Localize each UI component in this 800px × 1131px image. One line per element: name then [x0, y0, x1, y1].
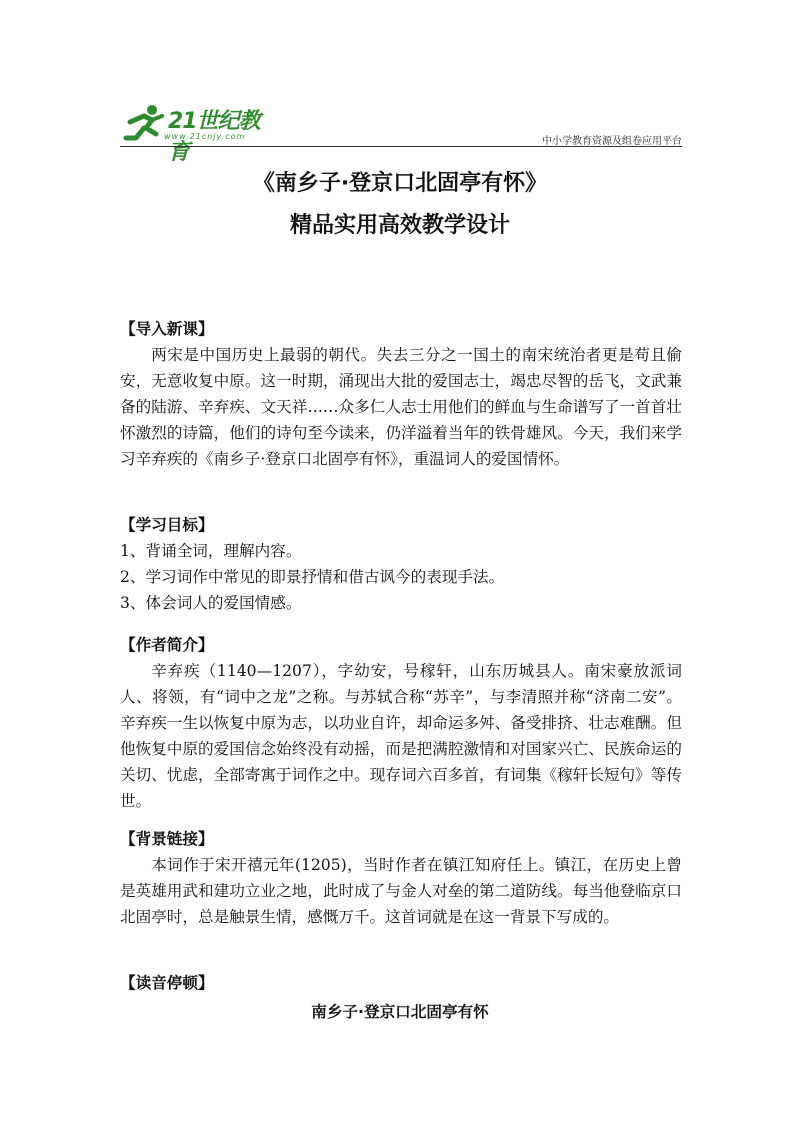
section-author: [120, 632, 682, 814]
platform-caption: 中小学教育资源及组卷应用平台: [542, 136, 682, 147]
section-background: [120, 826, 682, 930]
reading-heading: 【读音停顿】: [120, 974, 214, 992]
header-divider: [120, 146, 682, 147]
page-header: [120, 102, 682, 165]
logo-brand-text: 21世纪教育: [168, 109, 260, 165]
section-intro: [120, 316, 682, 472]
runner-logo-icon: [122, 104, 166, 144]
logo-url-text: www.21cnjy.com: [164, 132, 246, 141]
author-heading: 【作者简介】: [120, 636, 214, 654]
document-title: 《南乡子·登京口北固亭有怀》: [252, 171, 548, 196]
intro-heading: 【导入新课】: [120, 320, 214, 338]
goal-item: 3、体会词人的爱国情感。: [120, 594, 302, 612]
section-reading: [120, 970, 682, 996]
poem-title: 南乡子·登京口北固亭有怀: [311, 1003, 489, 1021]
intro-paragraph: 两宋是中国历史上最弱的朝代。失去三分之一国土的南宋统治者更是苟且偷安，无意收复中原。这一时期，涌现出大批的爱国志士，竭忠尽智的岳飞，文武兼备的陆游、辛弃疾、文天祥……众多仁人志士用他们的鲜血与生命谱写了一首首壮怀激烈的诗篇，他们的诗句至今读来，仍洋溢着当年的铁骨雄风。今天，我们来学习辛弃疾的《南乡子·登京口北固亭有怀》，重温词人的爱国情怀。: [120, 346, 682, 468]
author-paragraph: 辛弃疾（1140—1207），字幼安，号稼轩，山东历城县人。南宋豪放派词人、将领，有“词中之龙”之称。与苏轼合称“苏辛”，与李清照并称“济南二安”。辛弃疾一生以恢复中原为志，以功业自许，却命运多舛、备受排挤、壮志难酬。但他恢复中原的爱国信念始终没有动摇，而是把满腔激情和对国家兴亡、民族命运的关切、忧虑，全部寄寓于词作之中。现存词六百多首，有词集《稼轩长短句》等传世。: [120, 662, 682, 810]
background-paragraph: 本词作于宋开禧元年(1205)，当时作者在镇江知府任上。镇江，在历史上曾是英雄用武和建功立业之地，此时成了与金人对垒的第二道防线。每当他登临京口北固亭时，总是触景生情，感慨万千。这首词就是在这一背景下写成的。: [120, 856, 682, 926]
background-heading: 【背景链接】: [120, 830, 214, 848]
site-logo[interactable]: [120, 102, 280, 165]
goal-item: 2、学习词作中常见的即景抒情和借古讽今的表现手法。: [120, 568, 505, 586]
document-subtitle: 精品实用高效教学设计: [289, 213, 510, 238]
section-goals: [120, 512, 682, 616]
goal-item: 1、背诵全词，理解内容。: [120, 542, 302, 560]
goals-heading: 【学习目标】: [120, 516, 214, 534]
